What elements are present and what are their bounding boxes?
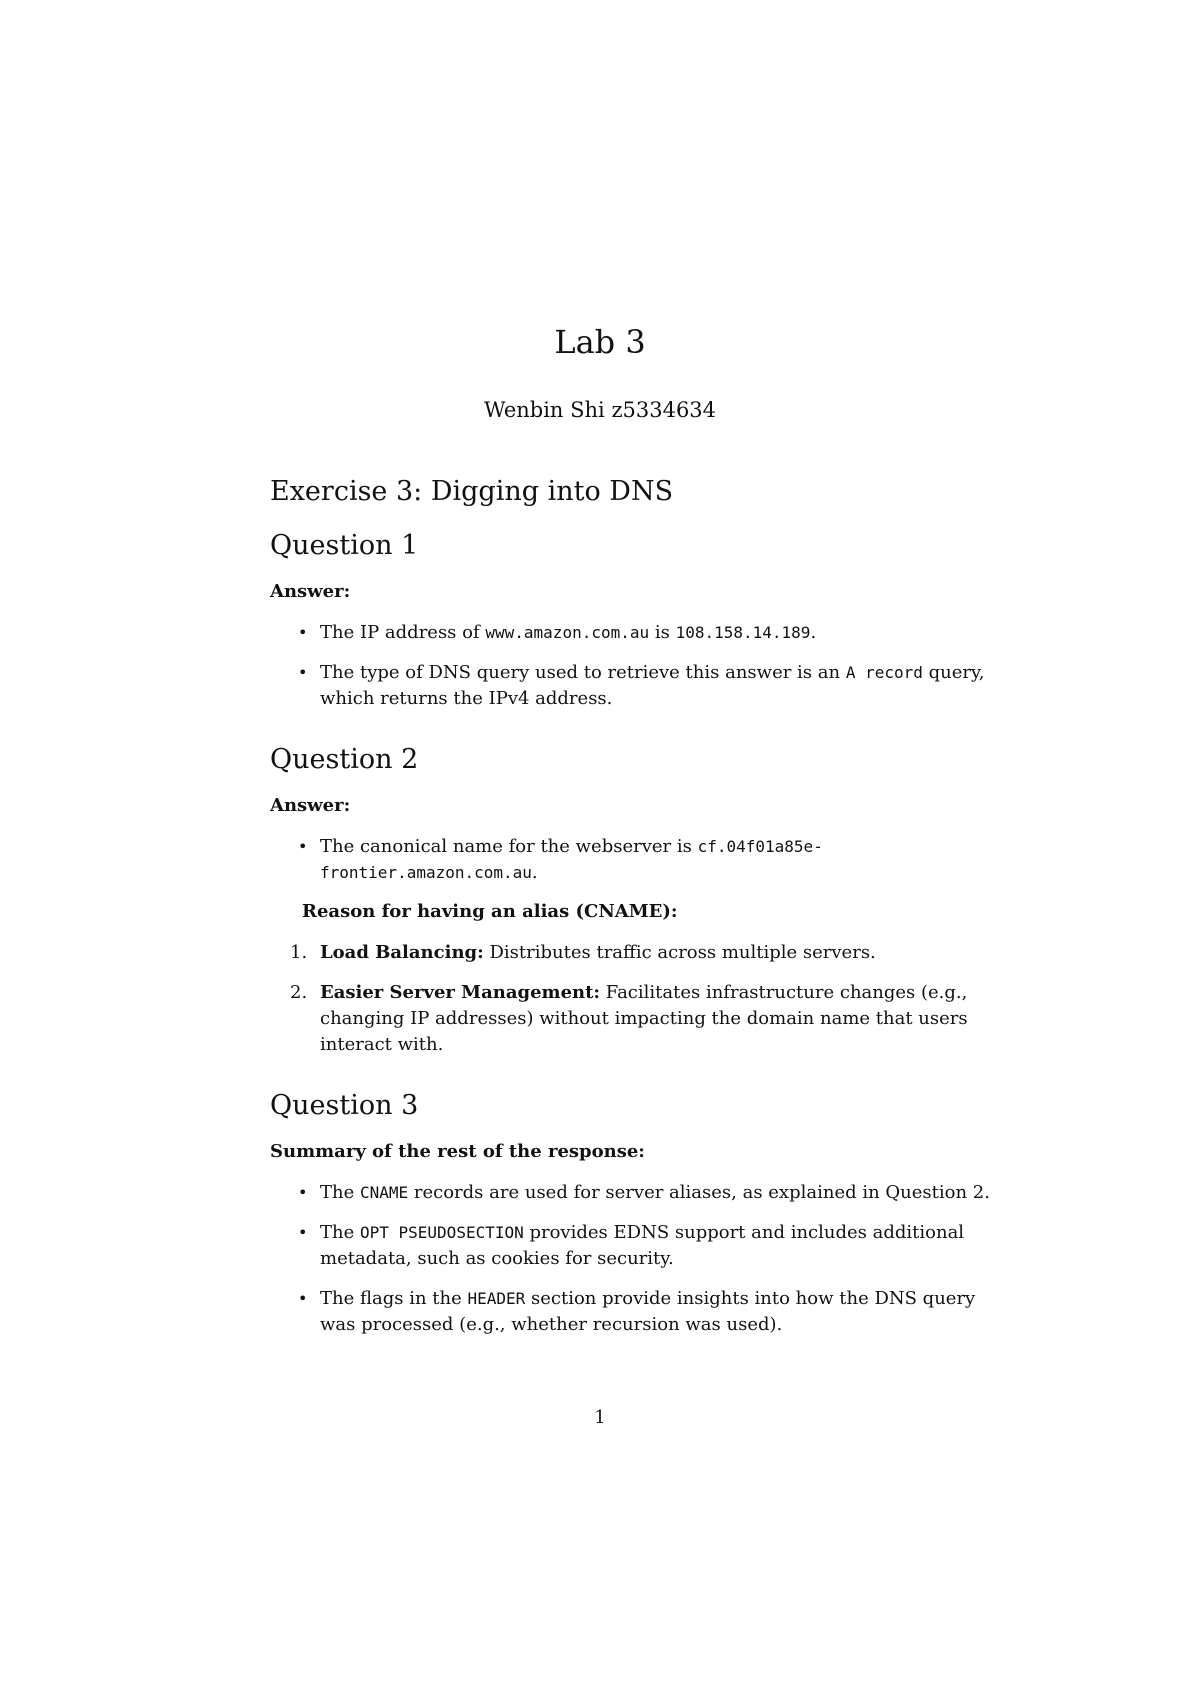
question-1-answer-label: Answer:	[270, 581, 351, 602]
reason-title: Load Balancing:	[320, 942, 484, 963]
document-content	[270, 474, 990, 1352]
question-1-heading: Question 1	[270, 530, 419, 561]
list-number: 1.	[290, 942, 308, 963]
question-3-heading: Question 3	[270, 1090, 419, 1121]
exercise-heading: Exercise 3: Digging into DNS	[270, 476, 674, 507]
bullet-icon: •	[298, 1223, 308, 1242]
bullet-icon: •	[298, 1289, 308, 1308]
question-3-summary-label: Summary of the rest of the response:	[270, 1141, 645, 1162]
canonical-name-code: cf.04f01a85e-frontier.amazon.com.au	[320, 837, 823, 882]
cname-reason-item	[270, 940, 990, 966]
question-1-answer-list	[270, 620, 990, 712]
cname-reason-item	[270, 980, 990, 1058]
question-2-answer-list	[270, 834, 990, 886]
reason-title: Easier Server Management:	[320, 982, 601, 1003]
question-3-summary-item: • The CNAME records are used for server aliases, as explained in Question 2.	[270, 1180, 990, 1206]
reason-text: Facilitates infrastructure changes (e.g., changing IP addresses) without impacting the domain name that users interact with.	[320, 982, 968, 1055]
reason-text: Distributes traffic across multiple servers.	[483, 942, 876, 963]
question-2-heading: Question 2	[270, 744, 419, 775]
question-3-summary-list	[270, 1180, 990, 1338]
cname-reason-list	[270, 940, 990, 1058]
bullet-icon: •	[298, 1183, 308, 1202]
bullet-icon: •	[298, 663, 308, 682]
record-type-code: A record	[845, 663, 923, 682]
domain-code: www.amazon.com.au	[485, 623, 650, 642]
question-3-summary-item: • The flags in the HEADER section provide insights into how the DNS query was processed (e.g., whether recursion was used).	[298, 1288, 976, 1335]
question-1-answer-item: • The IP address of www.amazon.com.au is 108.158.14.189.	[270, 620, 990, 646]
cname-code: CNAME	[359, 1183, 409, 1202]
opt-pseudosection-code: OPT PSEUDOSECTION	[359, 1223, 524, 1242]
bullet-icon: •	[298, 837, 308, 856]
list-number: 2.	[290, 982, 308, 1003]
cname-reason-heading: Reason for having an alias (CNAME):	[302, 901, 678, 922]
document-author: Wenbin Shi z5334634	[483, 398, 717, 422]
question-3-summary-item: • The OPT PSEUDOSECTION provides EDNS support and includes additional metadata, such as cookies for security.	[298, 1222, 965, 1269]
ip-address-code: 108.158.14.189	[675, 623, 811, 642]
document-title: Lab 3	[554, 323, 646, 361]
question-1-answer-item: • The type of DNS query used to retrieve this answer is an A record query, which returns the IPv4 address.	[298, 662, 985, 709]
page-number: 1	[594, 1407, 606, 1428]
bullet-icon: •	[298, 623, 308, 642]
question-2-answer-item: • The canonical name for the webserver is cf.04f01a85e-frontier.amazon.com.au.	[298, 836, 823, 883]
question-2-answer-label: Answer:	[270, 795, 351, 816]
header-code: HEADER	[467, 1289, 526, 1308]
